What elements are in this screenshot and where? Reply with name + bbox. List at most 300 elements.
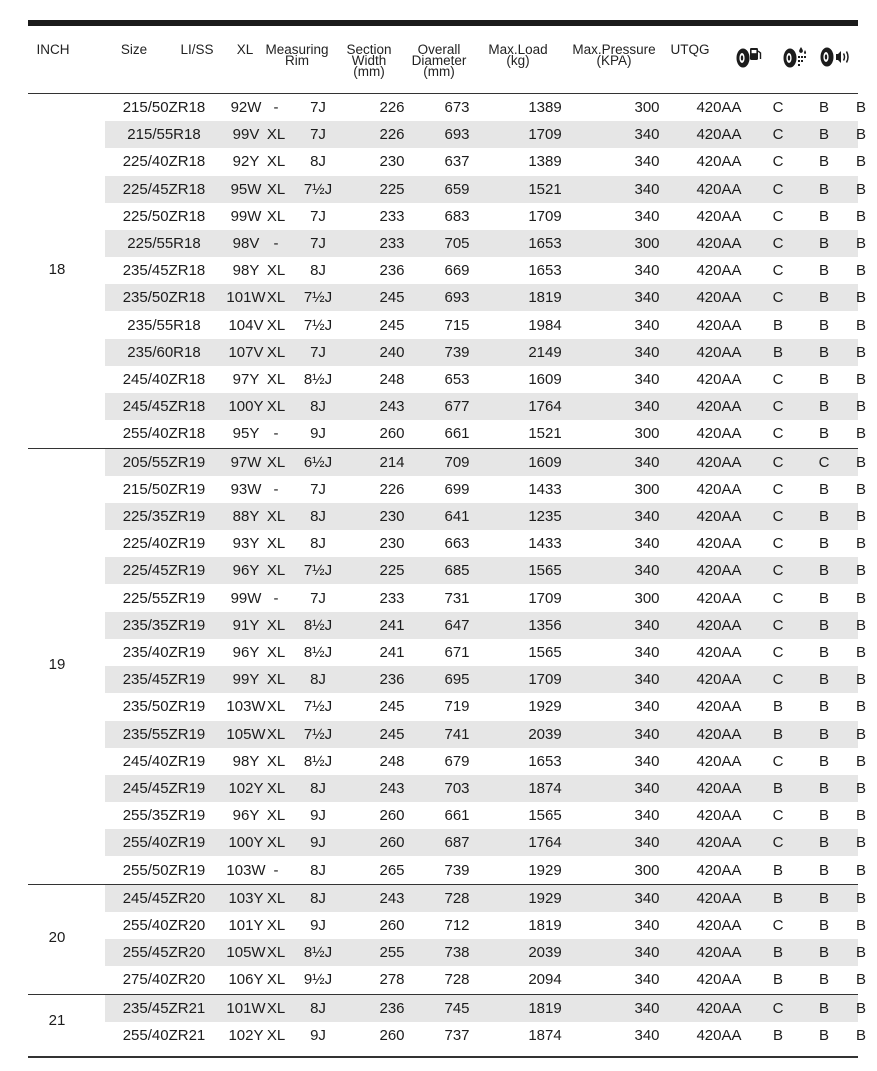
max-load-cell: 1929 <box>528 861 562 879</box>
xl-cell: XL <box>266 752 286 770</box>
max-load-cell: 1609 <box>528 371 562 388</box>
utqg-cell: 420AA <box>696 425 742 443</box>
xl-cell: XL <box>266 999 286 1017</box>
measuring-rim-cell: 6½J <box>303 453 333 471</box>
xl-cell: XL <box>266 807 286 825</box>
rim-diameter-label: 20 <box>48 929 66 947</box>
measuring-rim-cell: 8½J <box>303 752 333 770</box>
measuring-rim-cell: 9J <box>310 425 326 443</box>
max-pressure-cell: 340 <box>634 262 660 280</box>
measuring-rim-cell: 8J <box>310 671 326 689</box>
max-load-cell: 2039 <box>528 944 562 962</box>
load-speed-index-cell: 99Y <box>232 671 260 689</box>
size-cell: 235/45ZR18 <box>122 262 206 280</box>
noise-rating-cell: B <box>855 671 866 689</box>
section-width-cell: 265 <box>379 861 405 879</box>
noise-rating-cell: B <box>855 262 866 280</box>
size-cell: 255/40ZR18 <box>122 425 206 443</box>
fuel-rating-cell: C <box>772 371 784 388</box>
overall-diameter-cell: 647 <box>444 616 470 634</box>
size-cell: 235/45ZR21 <box>122 999 206 1017</box>
overall-diameter-cell: 671 <box>444 643 470 661</box>
noise-rating-cell: B <box>855 316 866 334</box>
overall-diameter-cell: 745 <box>444 999 470 1017</box>
utqg-cell: 420AA <box>696 453 742 471</box>
rim-size-group <box>28 93 866 448</box>
wet-grip-rating-cell: B <box>818 589 829 607</box>
wet-grip-rating-cell: B <box>818 834 829 852</box>
section-width-cell: 245 <box>379 698 405 716</box>
measuring-rim-cell: 7J <box>310 99 326 116</box>
load-speed-index-cell: 96Y <box>232 562 260 580</box>
measuring-rim-cell: 9J <box>310 916 326 934</box>
max-pressure-cell: 300 <box>634 480 660 498</box>
utqg-cell: 420AA <box>696 671 742 689</box>
size-cell: 235/50ZR18 <box>122 289 206 307</box>
wet-grip-rating-cell: B <box>818 207 829 225</box>
overall-diameter-cell: 719 <box>444 698 470 716</box>
overall-diameter-cell: 695 <box>444 671 470 689</box>
table-row <box>105 939 866 966</box>
xl-cell: - <box>273 861 279 879</box>
table-row <box>105 420 866 447</box>
table-header <box>28 26 858 93</box>
xl-cell: - <box>273 425 279 443</box>
table-row <box>105 121 866 148</box>
max-load-cell: 1565 <box>528 562 562 580</box>
utqg-cell: 420AA <box>696 999 742 1017</box>
fuel-rating-cell: C <box>772 562 784 580</box>
max-pressure-cell: 340 <box>634 126 660 144</box>
rim-diameter-label: 18 <box>48 260 66 278</box>
noise-rating-cell: B <box>855 289 866 307</box>
size-cell: 235/45ZR19 <box>122 671 206 689</box>
section-width-cell: 230 <box>379 153 405 171</box>
overall-diameter-cell: 661 <box>444 425 470 443</box>
utqg-cell: 420AA <box>696 371 742 388</box>
measuring-rim-cell: 7J <box>310 589 326 607</box>
load-speed-index-cell: 105W <box>226 725 266 743</box>
table-row <box>105 393 866 420</box>
utqg-cell: 420AA <box>696 289 742 307</box>
xl-cell: - <box>273 235 279 252</box>
section-width-cell: 236 <box>379 262 405 280</box>
wet-grip-rating-cell: B <box>818 1026 829 1044</box>
noise-rating-cell: B <box>855 126 866 144</box>
overall-diameter-cell: 679 <box>444 752 470 770</box>
section-width-cell: 226 <box>379 126 405 144</box>
section-width-cell: 226 <box>379 480 405 498</box>
max-load-cell: 1653 <box>528 235 562 252</box>
overall-diameter-cell: 693 <box>444 126 470 144</box>
fuel-rating-cell: C <box>772 616 784 634</box>
measuring-rim-cell: 8½J <box>303 944 333 962</box>
wet-grip-rating-cell: B <box>818 643 829 661</box>
xl-cell: - <box>273 480 279 498</box>
size-cell: 225/55ZR19 <box>122 589 206 607</box>
max-pressure-cell: 340 <box>634 153 660 171</box>
header-utqg: UTQG <box>670 42 710 57</box>
section-width-cell: 245 <box>379 725 405 743</box>
fuel-rating-cell: C <box>772 398 784 416</box>
overall-diameter-cell: 728 <box>444 971 470 989</box>
max-load-cell: 1874 <box>528 1026 562 1044</box>
wet-grip-rating-cell: B <box>818 535 829 553</box>
max-load-cell: 2039 <box>528 725 562 743</box>
section-width-cell: 255 <box>379 944 405 962</box>
size-cell: 235/50ZR19 <box>122 698 206 716</box>
max-pressure-cell: 340 <box>634 562 660 580</box>
table-row <box>105 530 866 557</box>
xl-cell: XL <box>266 126 286 144</box>
section-width-cell: 236 <box>379 999 405 1017</box>
table-row <box>105 203 866 230</box>
noise-rating-cell: B <box>855 99 866 116</box>
measuring-rim-cell: 8½J <box>303 643 333 661</box>
load-speed-index-cell: 88Y <box>232 507 260 525</box>
max-pressure-cell: 340 <box>634 535 660 553</box>
wet-grip-rating-cell: B <box>818 480 829 498</box>
load-speed-index-cell: 97W <box>230 453 262 471</box>
size-cell: 225/40ZR18 <box>122 153 206 171</box>
table-row <box>105 612 866 639</box>
noise-rating-cell: B <box>855 834 866 852</box>
fuel-rating-cell: C <box>772 916 784 934</box>
wet-grip-rating-cell: B <box>818 698 829 716</box>
max-load-cell: 2149 <box>528 343 562 361</box>
load-speed-index-cell: 106Y <box>228 971 264 989</box>
xl-cell: XL <box>266 971 286 989</box>
max-pressure-cell: 340 <box>634 207 660 225</box>
section-width-cell: 225 <box>379 180 405 198</box>
max-pressure-cell: 340 <box>634 289 660 307</box>
measuring-rim-cell: 7½J <box>303 316 333 334</box>
noise-rating-cell: B <box>855 153 866 171</box>
max-pressure-cell: 340 <box>634 316 660 334</box>
load-speed-index-cell: 103W <box>226 861 266 879</box>
table-row <box>105 476 866 503</box>
utqg-cell: 420AA <box>696 834 742 852</box>
xl-cell: XL <box>266 562 286 580</box>
section-width-cell: 260 <box>379 916 405 934</box>
overall-diameter-cell: 699 <box>444 480 470 498</box>
load-speed-index-cell: 104V <box>228 316 264 334</box>
measuring-rim-cell: 8J <box>310 153 326 171</box>
load-speed-index-cell: 97Y <box>232 371 260 388</box>
utqg-cell: 420AA <box>696 971 742 989</box>
table-row <box>105 284 866 311</box>
overall-diameter-cell: 739 <box>444 343 470 361</box>
max-load-cell: 1433 <box>528 535 562 553</box>
load-speed-index-cell: 96Y <box>232 807 260 825</box>
fuel-rating-cell: C <box>772 507 784 525</box>
xl-cell: XL <box>266 916 286 934</box>
header-section-width: Section Width (mm) <box>346 42 392 79</box>
noise-rating-cell: B <box>855 453 866 471</box>
section-width-cell: 278 <box>379 971 405 989</box>
measuring-rim-cell: 9J <box>310 807 326 825</box>
measuring-rim-cell: 8J <box>310 507 326 525</box>
wet-grip-rating-cell: B <box>818 398 829 416</box>
table-row <box>105 912 866 939</box>
noise-rating-cell: B <box>855 180 866 198</box>
size-cell: 245/45ZR20 <box>122 889 206 907</box>
size-cell: 235/60R18 <box>127 343 201 361</box>
size-cell: 215/50ZR18 <box>122 99 206 116</box>
load-speed-index-cell: 98Y <box>232 752 260 770</box>
max-load-cell: 1984 <box>528 316 562 334</box>
fuel-rating-cell: C <box>772 752 784 770</box>
table-row <box>105 94 866 121</box>
max-pressure-cell: 340 <box>634 180 660 198</box>
size-cell: 245/40ZR18 <box>122 371 206 388</box>
table-row <box>105 639 866 666</box>
wet-grip-rating-cell: B <box>818 371 829 388</box>
wet-grip-rating-cell: B <box>818 126 829 144</box>
wet-grip-rating-cell: B <box>818 971 829 989</box>
overall-diameter-cell: 709 <box>444 453 470 471</box>
max-load-cell: 1819 <box>528 999 562 1017</box>
header-inch: INCH <box>36 42 70 57</box>
max-pressure-cell: 340 <box>634 616 660 634</box>
table-row <box>105 966 866 993</box>
section-width-cell: 245 <box>379 316 405 334</box>
max-pressure-cell: 340 <box>634 752 660 770</box>
max-load-cell: 1709 <box>528 671 562 689</box>
rim-diameter-label: 21 <box>48 1011 66 1029</box>
xl-cell: XL <box>266 698 286 716</box>
size-cell: 255/35ZR19 <box>122 807 206 825</box>
max-load-cell: 1764 <box>528 834 562 852</box>
max-load-cell: 1819 <box>528 289 562 307</box>
max-pressure-cell: 300 <box>634 589 660 607</box>
measuring-rim-cell: 7J <box>310 207 326 225</box>
table-row <box>105 1022 866 1049</box>
noise-rating-cell: B <box>855 480 866 498</box>
overall-diameter-cell: 677 <box>444 398 470 416</box>
size-cell: 225/50ZR18 <box>122 207 206 225</box>
load-speed-index-cell: 92W <box>230 99 262 116</box>
load-speed-index-cell: 100Y <box>228 398 264 416</box>
measuring-rim-cell: 8J <box>310 779 326 797</box>
overall-diameter-cell: 687 <box>444 834 470 852</box>
wet-grip-rating-cell: B <box>818 180 829 198</box>
max-pressure-cell: 340 <box>634 398 660 416</box>
load-speed-index-cell: 95Y <box>232 425 260 443</box>
table-row <box>105 312 866 339</box>
measuring-rim-cell: 8½J <box>303 616 333 634</box>
noise-rating-cell: B <box>855 999 866 1017</box>
load-speed-index-cell: 99V <box>232 126 260 144</box>
max-pressure-cell: 340 <box>634 916 660 934</box>
size-cell: 235/40ZR19 <box>122 643 206 661</box>
max-pressure-cell: 300 <box>634 425 660 443</box>
xl-cell: XL <box>266 453 286 471</box>
fuel-rating-cell: B <box>772 889 783 907</box>
header-xl: XL <box>236 42 254 57</box>
measuring-rim-cell: 7J <box>310 480 326 498</box>
size-cell: 255/45ZR20 <box>122 944 206 962</box>
overall-diameter-cell: 703 <box>444 779 470 797</box>
max-load-cell: 1819 <box>528 916 562 934</box>
noise-rating-cell: B <box>855 589 866 607</box>
wet-grip-rating-cell: B <box>818 999 829 1017</box>
noise-rating-cell: B <box>855 971 866 989</box>
fuel-rating-cell: C <box>772 425 784 443</box>
wet-grip-rating-cell: B <box>818 562 829 580</box>
size-cell: 255/40ZR19 <box>122 834 206 852</box>
rim-size-group <box>28 884 866 994</box>
max-load-cell: 1389 <box>528 153 562 171</box>
utqg-cell: 420AA <box>696 916 742 934</box>
max-pressure-cell: 300 <box>634 99 660 116</box>
fuel-rating-cell: C <box>772 589 784 607</box>
max-pressure-cell: 340 <box>634 507 660 525</box>
table-row <box>105 995 866 1022</box>
load-speed-index-cell: 101Y <box>228 916 264 934</box>
fuel-rating-cell: C <box>772 671 784 689</box>
xl-cell: - <box>273 99 279 116</box>
measuring-rim-cell: 9J <box>310 1026 326 1044</box>
utqg-cell: 420AA <box>696 507 742 525</box>
wet-grip-icon <box>780 45 810 69</box>
xl-cell: XL <box>266 507 286 525</box>
measuring-rim-cell: 7½J <box>303 180 333 198</box>
noise-rating-cell: B <box>855 807 866 825</box>
section-width-cell: 243 <box>379 779 405 797</box>
xl-cell: XL <box>266 371 286 388</box>
table-row <box>105 885 866 912</box>
noise-rating-cell: B <box>855 371 866 388</box>
measuring-rim-cell: 7½J <box>303 725 333 743</box>
max-load-cell: 1609 <box>528 453 562 471</box>
noise-rating-cell: B <box>855 398 866 416</box>
noise-rating-cell: B <box>855 207 866 225</box>
xl-cell: - <box>273 589 279 607</box>
noise-rating-cell: B <box>855 535 866 553</box>
header-overall-diameter: Overall Diameter (mm) <box>411 42 467 79</box>
size-cell: 205/55ZR19 <box>122 453 206 471</box>
header-max-pressure: Max.Pressure (KPA) <box>572 42 656 68</box>
utqg-cell: 420AA <box>696 398 742 416</box>
noise-rating-cell: B <box>855 889 866 907</box>
section-width-cell: 243 <box>379 398 405 416</box>
overall-diameter-cell: 741 <box>444 725 470 743</box>
wet-grip-rating-cell: B <box>818 425 829 443</box>
header-li-ss: LI/SS <box>180 42 214 57</box>
measuring-rim-cell: 7½J <box>303 562 333 580</box>
wet-grip-rating-cell: B <box>818 916 829 934</box>
overall-diameter-cell: 715 <box>444 316 470 334</box>
utqg-cell: 420AA <box>696 153 742 171</box>
size-cell: 275/40ZR20 <box>122 971 206 989</box>
xl-cell: XL <box>266 316 286 334</box>
fuel-rating-cell: C <box>772 262 784 280</box>
max-pressure-cell: 340 <box>634 889 660 907</box>
section-width-cell: 260 <box>379 807 405 825</box>
section-width-cell: 233 <box>379 235 405 252</box>
section-width-cell: 241 <box>379 616 405 634</box>
load-speed-index-cell: 98Y <box>232 262 260 280</box>
fuel-rating-cell: C <box>772 180 784 198</box>
max-load-cell: 1709 <box>528 126 562 144</box>
wet-grip-rating-cell: B <box>818 289 829 307</box>
section-width-cell: 241 <box>379 643 405 661</box>
overall-diameter-cell: 739 <box>444 861 470 879</box>
measuring-rim-cell: 7J <box>310 235 326 252</box>
measuring-rim-cell: 8J <box>310 889 326 907</box>
table-row <box>105 829 866 856</box>
wet-grip-rating-cell: B <box>818 316 829 334</box>
fuel-rating-cell: B <box>772 971 783 989</box>
utqg-cell: 420AA <box>696 589 742 607</box>
max-pressure-cell: 300 <box>634 861 660 879</box>
xl-cell: XL <box>266 207 286 225</box>
section-width-cell: 260 <box>379 834 405 852</box>
load-speed-index-cell: 101W <box>226 289 266 307</box>
noise-rating-cell: B <box>855 616 866 634</box>
load-speed-index-cell: 93Y <box>232 535 260 553</box>
size-cell: 215/55R18 <box>127 126 201 144</box>
noise-rating-cell: B <box>855 725 866 743</box>
fuel-rating-cell: B <box>772 698 783 716</box>
size-cell: 235/35ZR19 <box>122 616 206 634</box>
utqg-cell: 420AA <box>696 235 742 252</box>
overall-diameter-cell: 705 <box>444 235 470 252</box>
xl-cell: XL <box>266 834 286 852</box>
load-speed-index-cell: 96Y <box>232 643 260 661</box>
utqg-cell: 420AA <box>696 643 742 661</box>
noise-rating-cell: B <box>855 752 866 770</box>
utqg-cell: 420AA <box>696 480 742 498</box>
section-width-cell: 230 <box>379 507 405 525</box>
measuring-rim-cell: 8½J <box>303 371 333 388</box>
wet-grip-rating-cell: B <box>818 616 829 634</box>
max-pressure-cell: 340 <box>634 643 660 661</box>
section-width-cell: 240 <box>379 343 405 361</box>
max-load-cell: 1874 <box>528 779 562 797</box>
overall-diameter-cell: 737 <box>444 1026 470 1044</box>
max-load-cell: 1764 <box>528 398 562 416</box>
section-width-cell: 245 <box>379 289 405 307</box>
utqg-cell: 420AA <box>696 1026 742 1044</box>
measuring-rim-cell: 7J <box>310 126 326 144</box>
table-row <box>105 230 866 257</box>
measuring-rim-cell: 8J <box>310 861 326 879</box>
fuel-rating-cell: C <box>772 289 784 307</box>
xl-cell: XL <box>266 1026 286 1044</box>
load-speed-index-cell: 105W <box>226 944 266 962</box>
overall-diameter-cell: 659 <box>444 180 470 198</box>
table-row <box>105 557 866 584</box>
header-max-load: Max.Load (kg) <box>488 42 548 68</box>
max-pressure-cell: 340 <box>634 371 660 388</box>
max-load-cell: 1929 <box>528 889 562 907</box>
overall-diameter-cell: 661 <box>444 807 470 825</box>
measuring-rim-cell: 9J <box>310 834 326 852</box>
wet-grip-rating-cell: B <box>818 807 829 825</box>
load-speed-index-cell: 102Y <box>228 779 264 797</box>
noise-rating-cell: B <box>855 235 866 252</box>
fuel-rating-cell: C <box>772 999 784 1017</box>
size-cell: 225/40ZR19 <box>122 535 206 553</box>
fuel-rating-cell: C <box>772 535 784 553</box>
size-cell: 235/55R18 <box>127 316 201 334</box>
section-width-cell: 230 <box>379 535 405 553</box>
overall-diameter-cell: 712 <box>444 916 470 934</box>
table-row <box>105 666 866 693</box>
load-speed-index-cell: 107V <box>228 343 264 361</box>
